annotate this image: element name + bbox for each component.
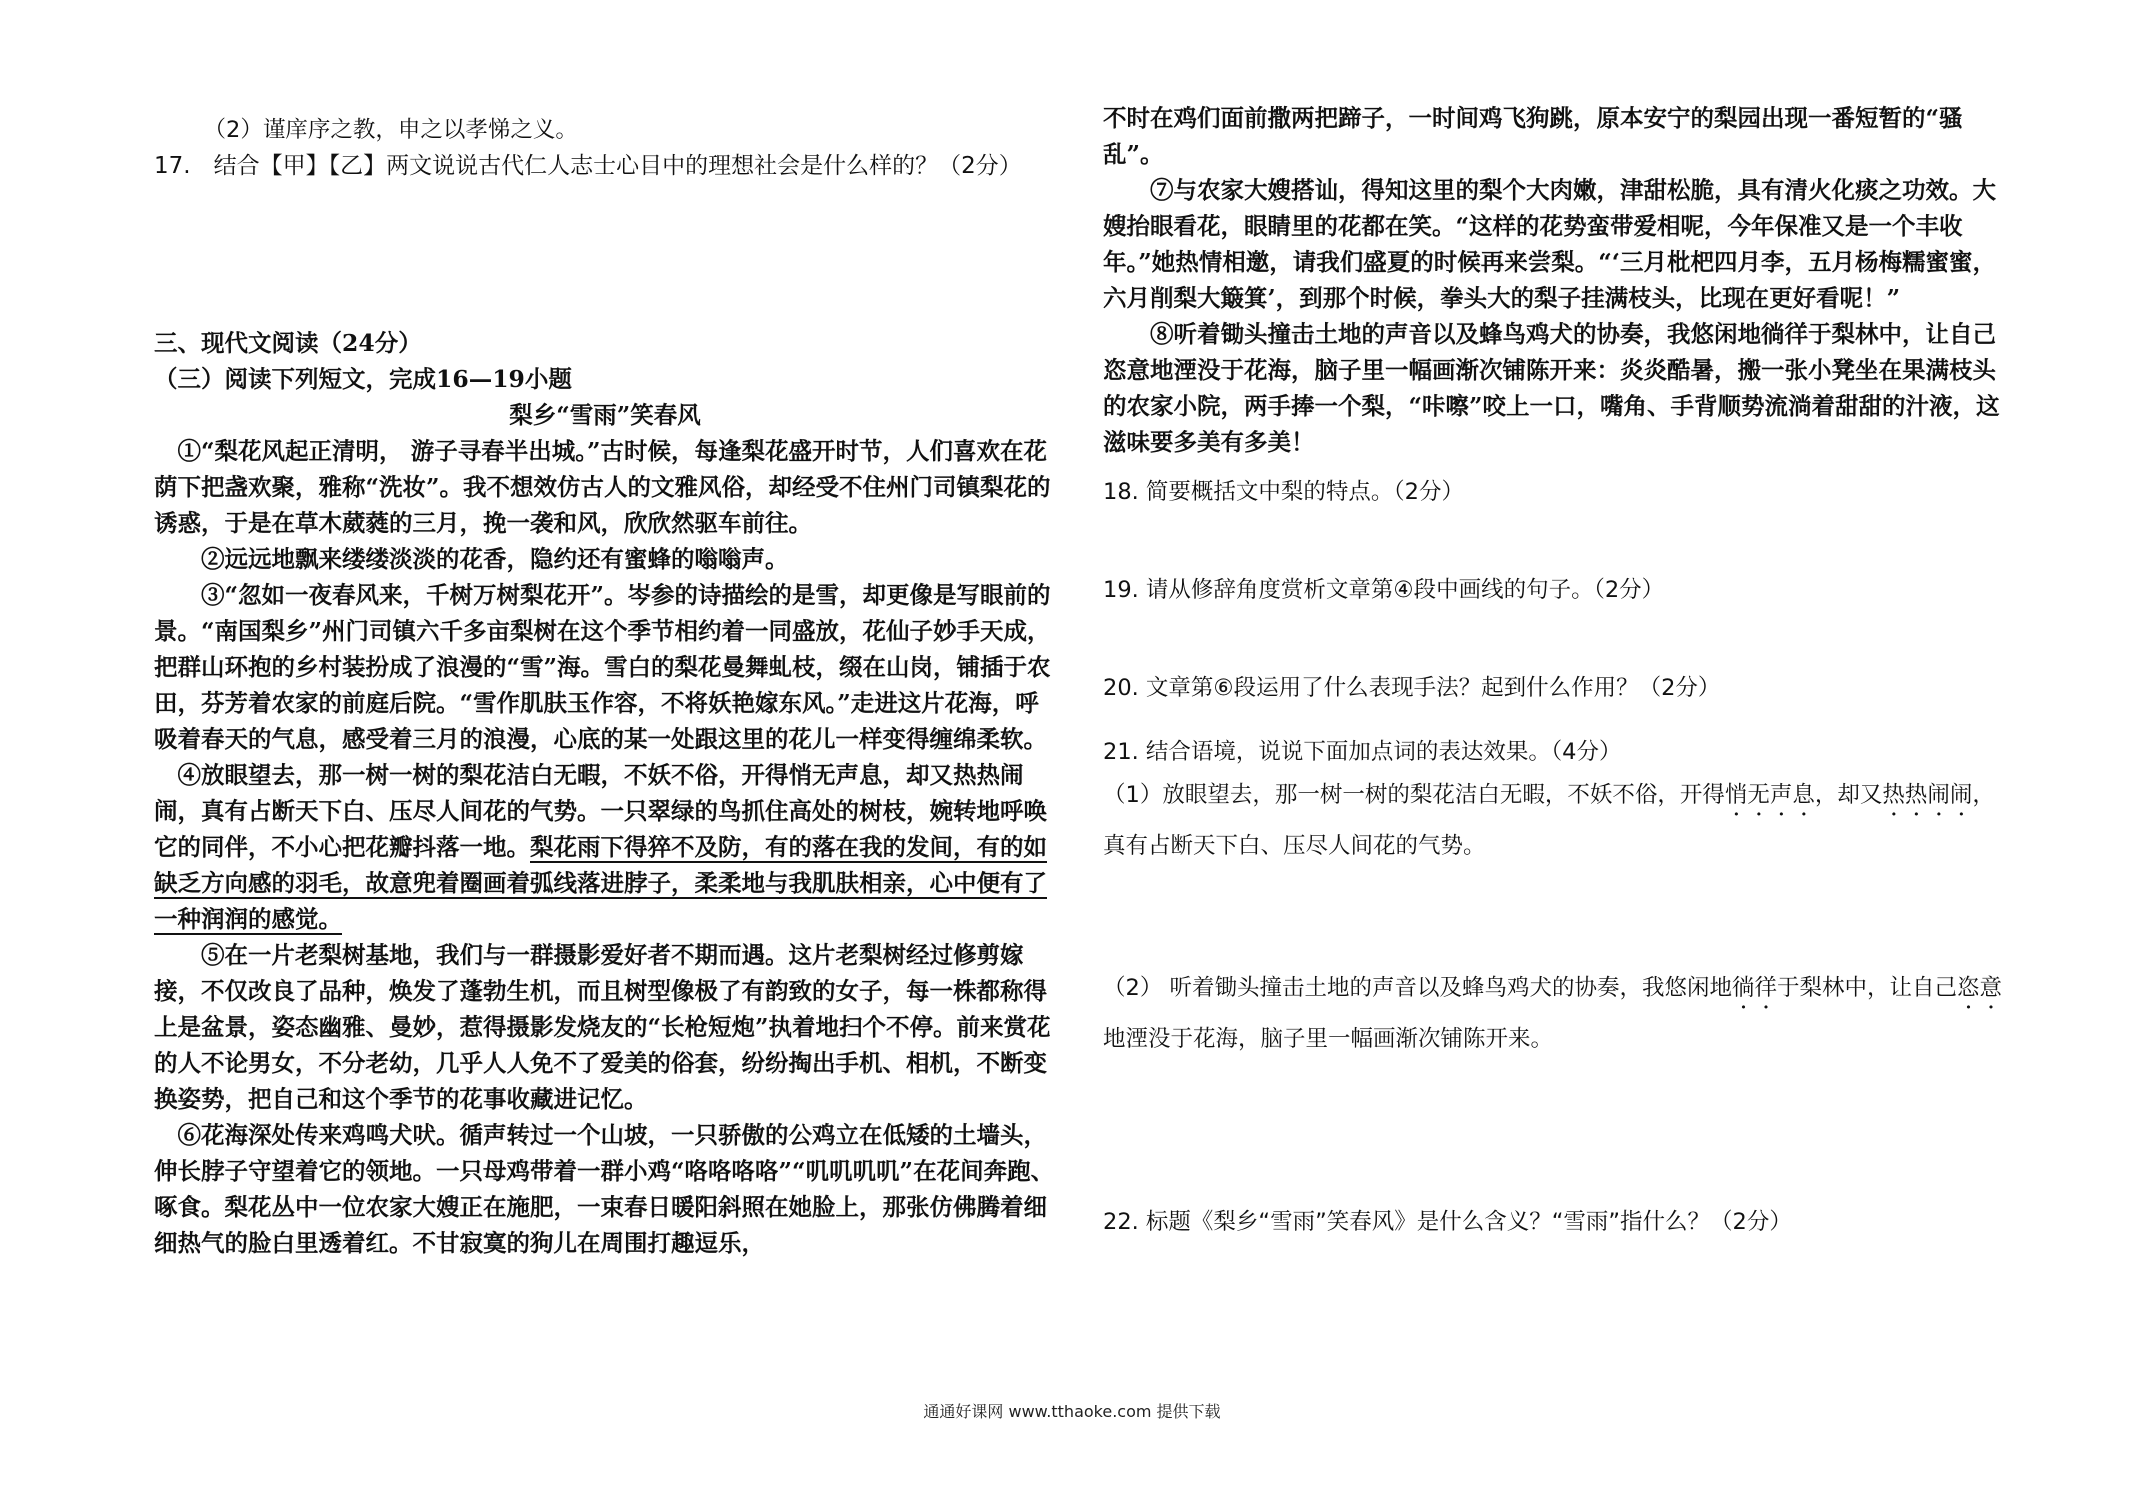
paragraph-6-continued: 不时在鸡们面前撒两把蹄子，一时间鸡飞狗跳，原本安宁的梨园出现一番短暂的“骚乱”。 <box>1103 104 1963 168</box>
q21-item2-text-b: 于梨林中，让自己 <box>1776 975 1957 1001</box>
q21-item2-text-a: （2） 听着锄头撞击土地的声音以及蜂鸟鸡犬的协奏，我悠闲地 <box>1103 975 1732 1001</box>
paragraph-7: ⑦与农家大嫂搭讪，得知这里的梨个大肉嫩，津甜松脆，具有清火化痰之功效。大嫂抬眼看花，眼睛里的花都在笑。“这样的花势蛮带爱相呢，今年保准又是一个丰收年。”她热情相邀，请我们盛夏的时候再来尝梨。“‘三月枇杷四月李，五月杨梅糯蜜蜜，六月削梨大簸箕’，到那个时候，拳头大的梨子挂满枝头，比现在更好看呢！” <box>1103 176 1996 312</box>
paragraph-3: ③“忽如一夜春风来，千树万树梨花开”。岑参的诗描绘的是雪，却更像是写眼前的景。“南国梨乡”州门司镇六千多亩梨树在这个季节相约着一同盛放，花仙子妙手天成，把群山环抱的乡村装扮成了浪漫的“雪”海。雪白的梨花曼舞虬枝，缀在山岗，铺插于农田，芬芳着农家的前庭后院。“雪作肌肤玉作容，不将妖艳嫁东风。”走进这片花海，呼吸着春天的气息，感受着三月的浪漫，心底的某一处跟这里的花儿一样变得缠绵柔软。 <box>154 581 1051 753</box>
q21-item2-text-c: 地湮没于花海，脑子里一幅画渐次铺陈开来。 <box>1103 1026 1554 1052</box>
paragraph-4 <box>154 757 1056 937</box>
q21-item1-text-c: ，真有占断天下白、压尽人间花的气势。 <box>1103 782 1995 859</box>
question-22: 22. 标题《梨乡“雪雨”笑春风》是什么含义？“雪雨”指什么？（2分） <box>1103 1209 1792 1235</box>
paragraph-4-underlined-sentence: 梨花雨下得猝不及防，有的落在我的发间，有的如缺乏方向感的羽毛，故意兜着圈画着弧线落进脖子，柔柔地与我肌肤相亲，心中便有了一种润润的感觉。 <box>154 833 1047 933</box>
question-21-item2 <box>1103 963 2011 1064</box>
paragraph-1: ①“梨花风起正清明， 游子寻春半出城。”古时候，每逢梨花盛开时节，人们喜欢在花荫下把盏欢聚，雅称“洗妆”。我不想效仿古人的文雅风俗，却经受不住州门司镇梨花的诱惑，于是在草木葳蕤的三月，挽一袭和风，欣欣然驱车前往。 <box>154 437 1051 537</box>
question-18: 18. 简要概括文中梨的特点。（2分） <box>1103 479 1465 505</box>
question-17: 17. 结合【甲】【乙】两文说说古代仁人志士心目中的理想社会是什么样的？（2分） <box>154 153 1022 179</box>
q21-item1-text-a: （1）放眼望去，那一树一树的梨花洁白无暇，不妖不俗，开得 <box>1103 782 1725 808</box>
paragraph-4-text: ④放眼望去，那一树一树的梨花洁白无暇，不妖不俗，开得悄无声息，却又热热闹闹，真有占断天下白、压尽人间花的气势。一只翠绿的鸟抓住高处的树枝，婉转地呼唤它的同伴，不小心把花瓣抖落一地。 <box>154 761 1047 861</box>
paragraph-6: ⑥花海深处传来鸡鸣犬吠。循声转过一个山坡，一只骄傲的公鸡立在低矮的土墙头，伸长脖子守望着它的领地。一只母鸡带着一群小鸡“咯咯咯咯”“叽叽叽叽”在花间奔跑、啄食。梨花丛中一位农家大嫂正在施肥，一束春日暖阳斜照在她脸上，那张仿佛腾着细细热气的脸白里透着红。不甘寂寞的狗儿在周围打趣逗乐， <box>154 1121 1055 1257</box>
question-19: 19. 请从修辞角度赏析文章第④段中画线的句子。（2分） <box>1103 577 1665 603</box>
section-3-heading: 三、现代文阅读（24分） <box>154 329 422 357</box>
footer-source-credit: 通通好课网 www.tthaoke.com 提供下载 <box>923 1402 1221 1421</box>
q21-item1-dotted-word-2: 热热闹闹 <box>1882 782 1973 808</box>
q16-item2: （2）谨庠序之教，申之以孝悌之义。 <box>203 117 578 143</box>
part-3-instruction: （三）阅读下列短文，完成16—19小题 <box>154 365 572 393</box>
q21-item1-text-b: ，却又 <box>1814 782 1883 808</box>
article-title: 梨乡“雪雨”笑春风 <box>509 401 701 429</box>
q21-item2-dotted-word-2: 恣意 <box>1957 975 2003 1001</box>
q21-item1-dotted-word-1: 悄无声息 <box>1724 782 1815 808</box>
question-21-item1 <box>1103 770 2011 871</box>
question-20: 20. 文章第⑥段运用了什么表现手法？起到什么作用？（2分） <box>1103 675 1721 701</box>
paragraph-2: ②远远地飘来缕缕淡淡的花香，隐约还有蜜蜂的嗡嗡声。 <box>201 545 789 573</box>
paragraph-5: ⑤在一片老梨树基地，我们与一群摄影爱好者不期而遇。这片老梨树经过修剪嫁接，不仅改良了品种，焕发了蓬勃生机，而且树型像极了有韵致的女子，每一株都称得上是盆景，姿态幽雅、曼妙，惹得摄影发烧友的“长枪短炮”执着地扫个不停。前来赏花的人不论男女，不分老幼，几乎人人免不了爱美的俗套，纷纷掏出手机、相机，不断变换姿势，把自己和这个季节的花事收藏进记忆。 <box>154 941 1051 1113</box>
question-21: 21. 结合语境，说说下面加点词的表达效果。（4分） <box>1103 739 1622 765</box>
left-column <box>154 100 1056 1261</box>
paragraph-8: ⑧听着锄头撞击土地的声音以及蜂鸟鸡犬的协奏，我悠闲地徜徉于梨林中，让自己恣意地湮没于花海，脑子里一幅画渐次铺陈开来：炎炎酷暑，搬一张小凳坐在果满枝头的农家小院，两手捧一个梨，“咔嚓”咬上一口，嘴角、手背顺势流淌着甜甜的汁液，这滋味要多美有多美！ <box>1103 320 2000 456</box>
right-column <box>1103 100 2011 1240</box>
q21-item2-dotted-word-1: 徜徉 <box>1731 975 1777 1001</box>
